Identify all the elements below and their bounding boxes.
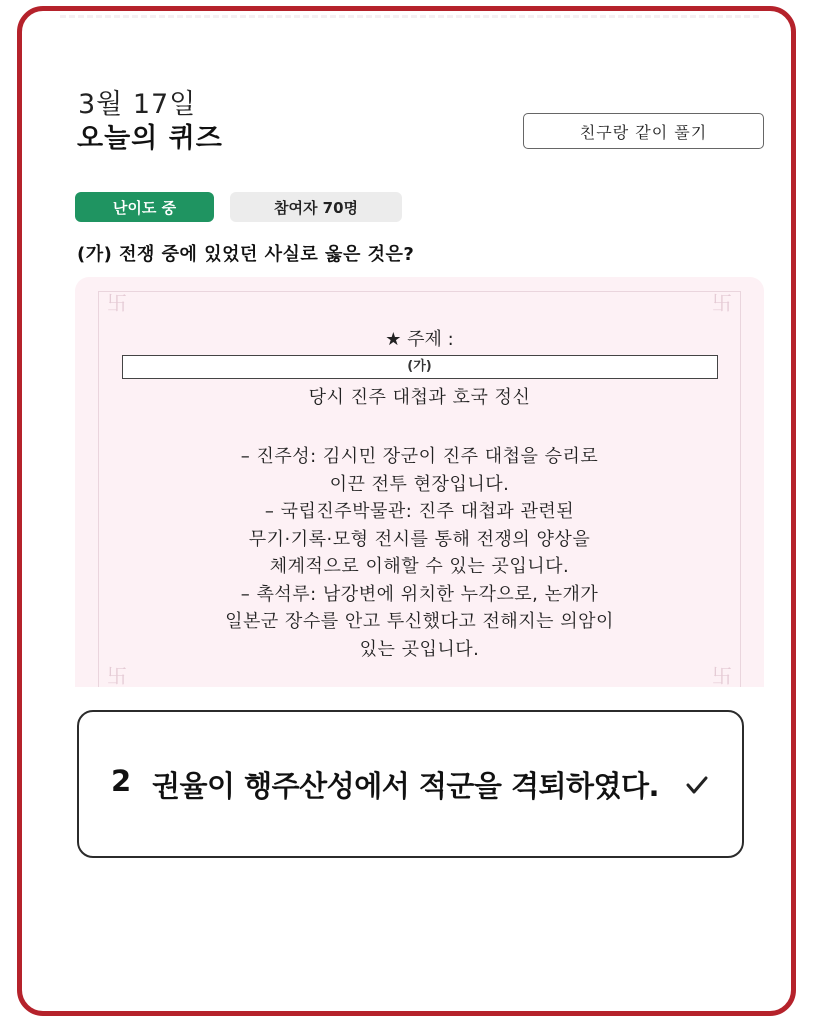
source-line: – 진주성: 김시민 장군이 진주 대첩을 승리로 — [240, 446, 599, 467]
source-material-box — [75, 277, 764, 687]
source-line: 이끈 전투 현장입니다. — [329, 473, 510, 495]
corner-ornament-icon: 卐 — [107, 291, 127, 315]
page-title: 오늘의 퀴즈 — [77, 123, 223, 154]
source-line: 무기·기록·모형 전시를 통해 전쟁의 양상을 — [248, 528, 591, 550]
answer-text: 권율이 행주산성에서 적군을 격퇴하였다. — [152, 769, 660, 803]
source-line: 체계적으로 이해할 수 있는 곳입니다. — [269, 556, 570, 577]
source-content — [75, 327, 764, 663]
source-line: 있는 곳입니다. — [359, 638, 480, 660]
check-icon — [684, 772, 710, 798]
source-line: – 촉석루: 남강변에 위치한 누각으로, 논개가 — [240, 583, 599, 605]
source-description — [75, 443, 764, 663]
answer-number: 2 — [111, 764, 132, 798]
theme-blank-box: (가) — [122, 355, 718, 379]
participants-badge: 참여자 70명 — [230, 192, 402, 222]
theme-label: ★ 주제 : — [385, 329, 454, 350]
corner-ornament-icon: 卐 — [107, 664, 127, 687]
answer-option-card[interactable] — [77, 710, 744, 858]
question-text: (가) 전쟁 중에 있었던 사실로 옳은 것은? — [77, 244, 415, 265]
share-with-friends-button[interactable]: 친구랑 같이 풀기 — [523, 113, 764, 149]
quiz-date: 3월 17일 — [78, 89, 197, 120]
source-line: 일본군 장수를 안고 투신했다고 전해지는 의암이 — [225, 611, 614, 632]
theme-text: 당시 진주 대첩과 호국 정신 — [308, 387, 531, 408]
corner-ornament-icon: 卐 — [712, 664, 732, 687]
source-line: – 국립진주박물관: 진주 대첩과 관련된 — [264, 501, 575, 522]
difficulty-badge: 난이도 중 — [75, 192, 214, 222]
corner-ornament-icon: 卐 — [712, 291, 732, 315]
top-divider — [60, 15, 760, 18]
